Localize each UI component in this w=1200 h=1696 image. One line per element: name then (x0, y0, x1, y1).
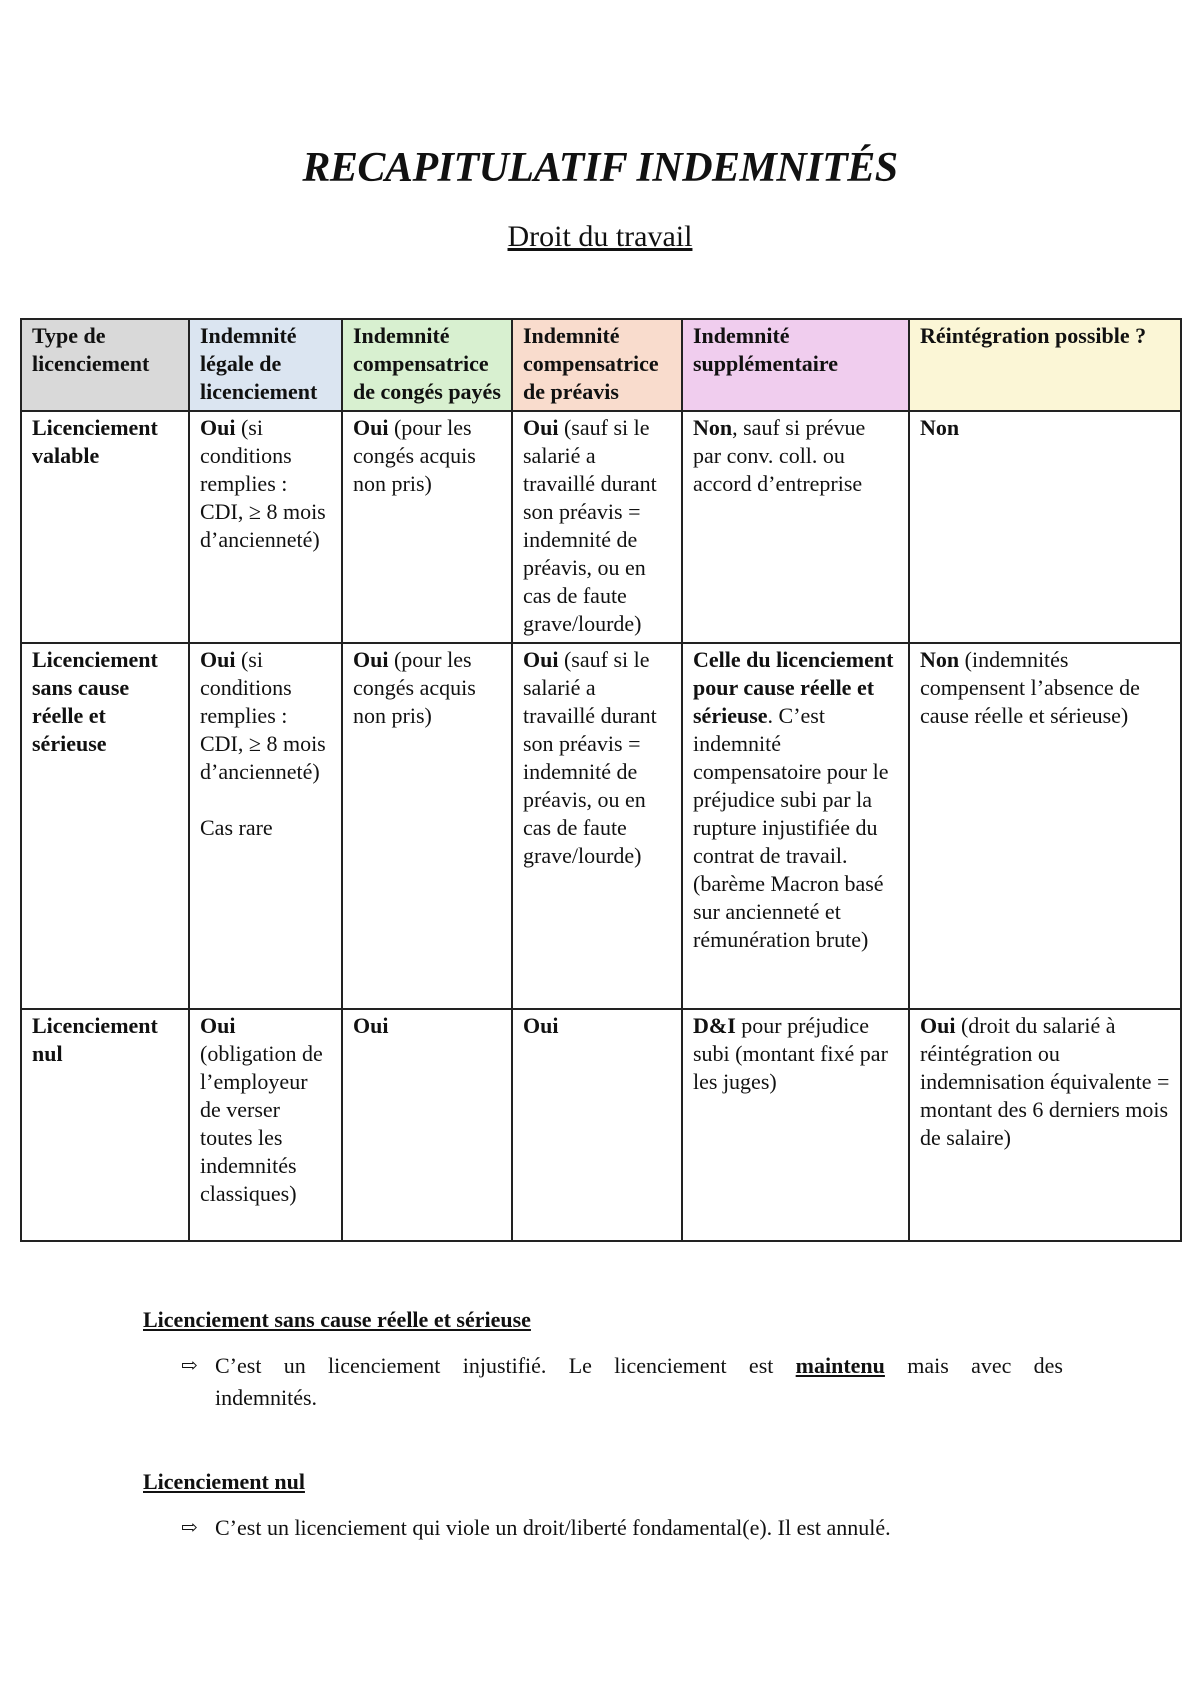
header-reintegration: Réintégration possible ? (909, 319, 1181, 411)
cell-text: (indemnités compensent l’absence de cause réelle et sérieuse) (920, 647, 1140, 728)
row-type-cell: Licenciement valable (21, 411, 189, 643)
cell-strong: Oui (523, 647, 559, 672)
row-type-cell: Licenciement sans cause réelle et sérieuse (21, 643, 189, 1009)
cell-text: pour préjudice subi (montant fixé par les juges) (693, 1013, 888, 1094)
cell-supplementaire (682, 643, 909, 1009)
cell-strong: Oui (200, 1013, 236, 1038)
cell-text: (obligation de l’employeur de verser toutes les indemnités classiques) (200, 1041, 323, 1206)
header-supplementaire: Indemnité supplémentaire (682, 319, 909, 411)
cell-legale (189, 411, 342, 643)
bullet-item (143, 1350, 1063, 1414)
cell-preavis (512, 643, 682, 1009)
bullet-text-after: mais avec des indemnités. (215, 1353, 1063, 1410)
cell-strong: D&I (693, 1013, 736, 1038)
bullet-emphasis: maintenu (795, 1353, 885, 1378)
page-title: RECAPITULATIF INDEMNITÉS (302, 145, 898, 191)
cell-strong: Oui (200, 415, 236, 440)
cell-strong: Oui (353, 1013, 389, 1038)
cell-reintegration (909, 643, 1181, 1009)
table-row (21, 643, 1181, 1009)
cell-strong: Non (920, 647, 960, 672)
cell-strong: Oui (920, 1013, 956, 1038)
cell-conges (342, 1009, 512, 1241)
cell-text: (si conditions remplies : CDI, ≥ 8 mois d’ancienneté) (200, 647, 326, 784)
cell-text: (si conditions remplies : CDI, ≥ 8 mois d’ancienneté) (200, 415, 326, 552)
cell-text: . C’est indemnité compensatoire pour le préjudice subi par la rupture injustifiée du contrat de travail. (barème Macron basé sur ancienneté et rémunération brute) (693, 703, 889, 952)
cell-legale (189, 643, 342, 1009)
cell-legale (189, 1009, 342, 1241)
bullet-text-before: C’est un licenciement injustifié. Le licenciement est (215, 1353, 796, 1378)
cell-strong: Oui (353, 415, 389, 440)
cell-strong: Non (920, 415, 960, 440)
header-legale: Indemnité légale de licenciement (189, 319, 342, 411)
cell-note: Cas rare (200, 815, 273, 840)
cell-preavis (512, 411, 682, 643)
cell-text: (pour les congés acquis non pris) (353, 647, 476, 728)
cell-strong: Oui (523, 1013, 559, 1038)
cell-supplementaire (682, 1009, 909, 1241)
recap-table (20, 318, 1182, 1242)
cell-conges (342, 643, 512, 1009)
cell-text: (pour les congés acquis non pris) (353, 415, 476, 496)
section-sans-cause (143, 1306, 1063, 1414)
table-header-row (21, 319, 1181, 411)
cell-text: (droit du salarié à réintégration ou indemnisation équivalente = montant des 6 derniers mois de salaire) (920, 1013, 1170, 1150)
cell-strong: Celle du licenciement pour cause réelle et sérieuse (693, 647, 894, 728)
bullet-text-before: C’est un licenciement qui viole un droit/liberté fondamental(e). Il est annulé. (215, 1515, 891, 1540)
cell-reintegration (909, 411, 1181, 643)
table-row (21, 1009, 1181, 1241)
cell-text: (sauf si le salarié a travaillé durant son préavis = indemnité de préavis, ou en cas de faute grave/lourde) (523, 415, 657, 636)
cell-strong: Non (693, 415, 733, 440)
cell-strong: Oui (523, 415, 559, 440)
cell-conges (342, 411, 512, 643)
cell-text: , sauf si prévue par conv. coll. ou accord d’entreprise (693, 415, 866, 496)
cell-strong: Oui (200, 647, 236, 672)
cell-preavis (512, 1009, 682, 1241)
section-title: Licenciement sans cause réelle et sérieuse (143, 1307, 531, 1332)
cell-reintegration (909, 1009, 1181, 1241)
header-preavis: Indemnité compensatrice de préavis (512, 319, 682, 411)
section-title: Licenciement nul (143, 1469, 305, 1494)
table-row (21, 411, 1181, 643)
cell-text: (sauf si le salarié a travaillé durant son préavis = indemnité de préavis, ou en cas de faute grave/lourde) (523, 647, 657, 868)
section-nul (143, 1468, 1063, 1544)
header-type: Type de licenciement (21, 319, 189, 411)
row-type-cell: Licenciement nul (21, 1009, 189, 1241)
page-subtitle: Droit du travail (507, 220, 693, 253)
arrow-right-icon: ⇨ (181, 1517, 198, 1539)
cell-supplementaire (682, 411, 909, 643)
header-conges: Indemnité compensatrice de congés payés (342, 319, 512, 411)
cell-strong: Oui (353, 647, 389, 672)
arrow-right-icon: ⇨ (181, 1355, 198, 1377)
bullet-item (143, 1512, 1063, 1544)
